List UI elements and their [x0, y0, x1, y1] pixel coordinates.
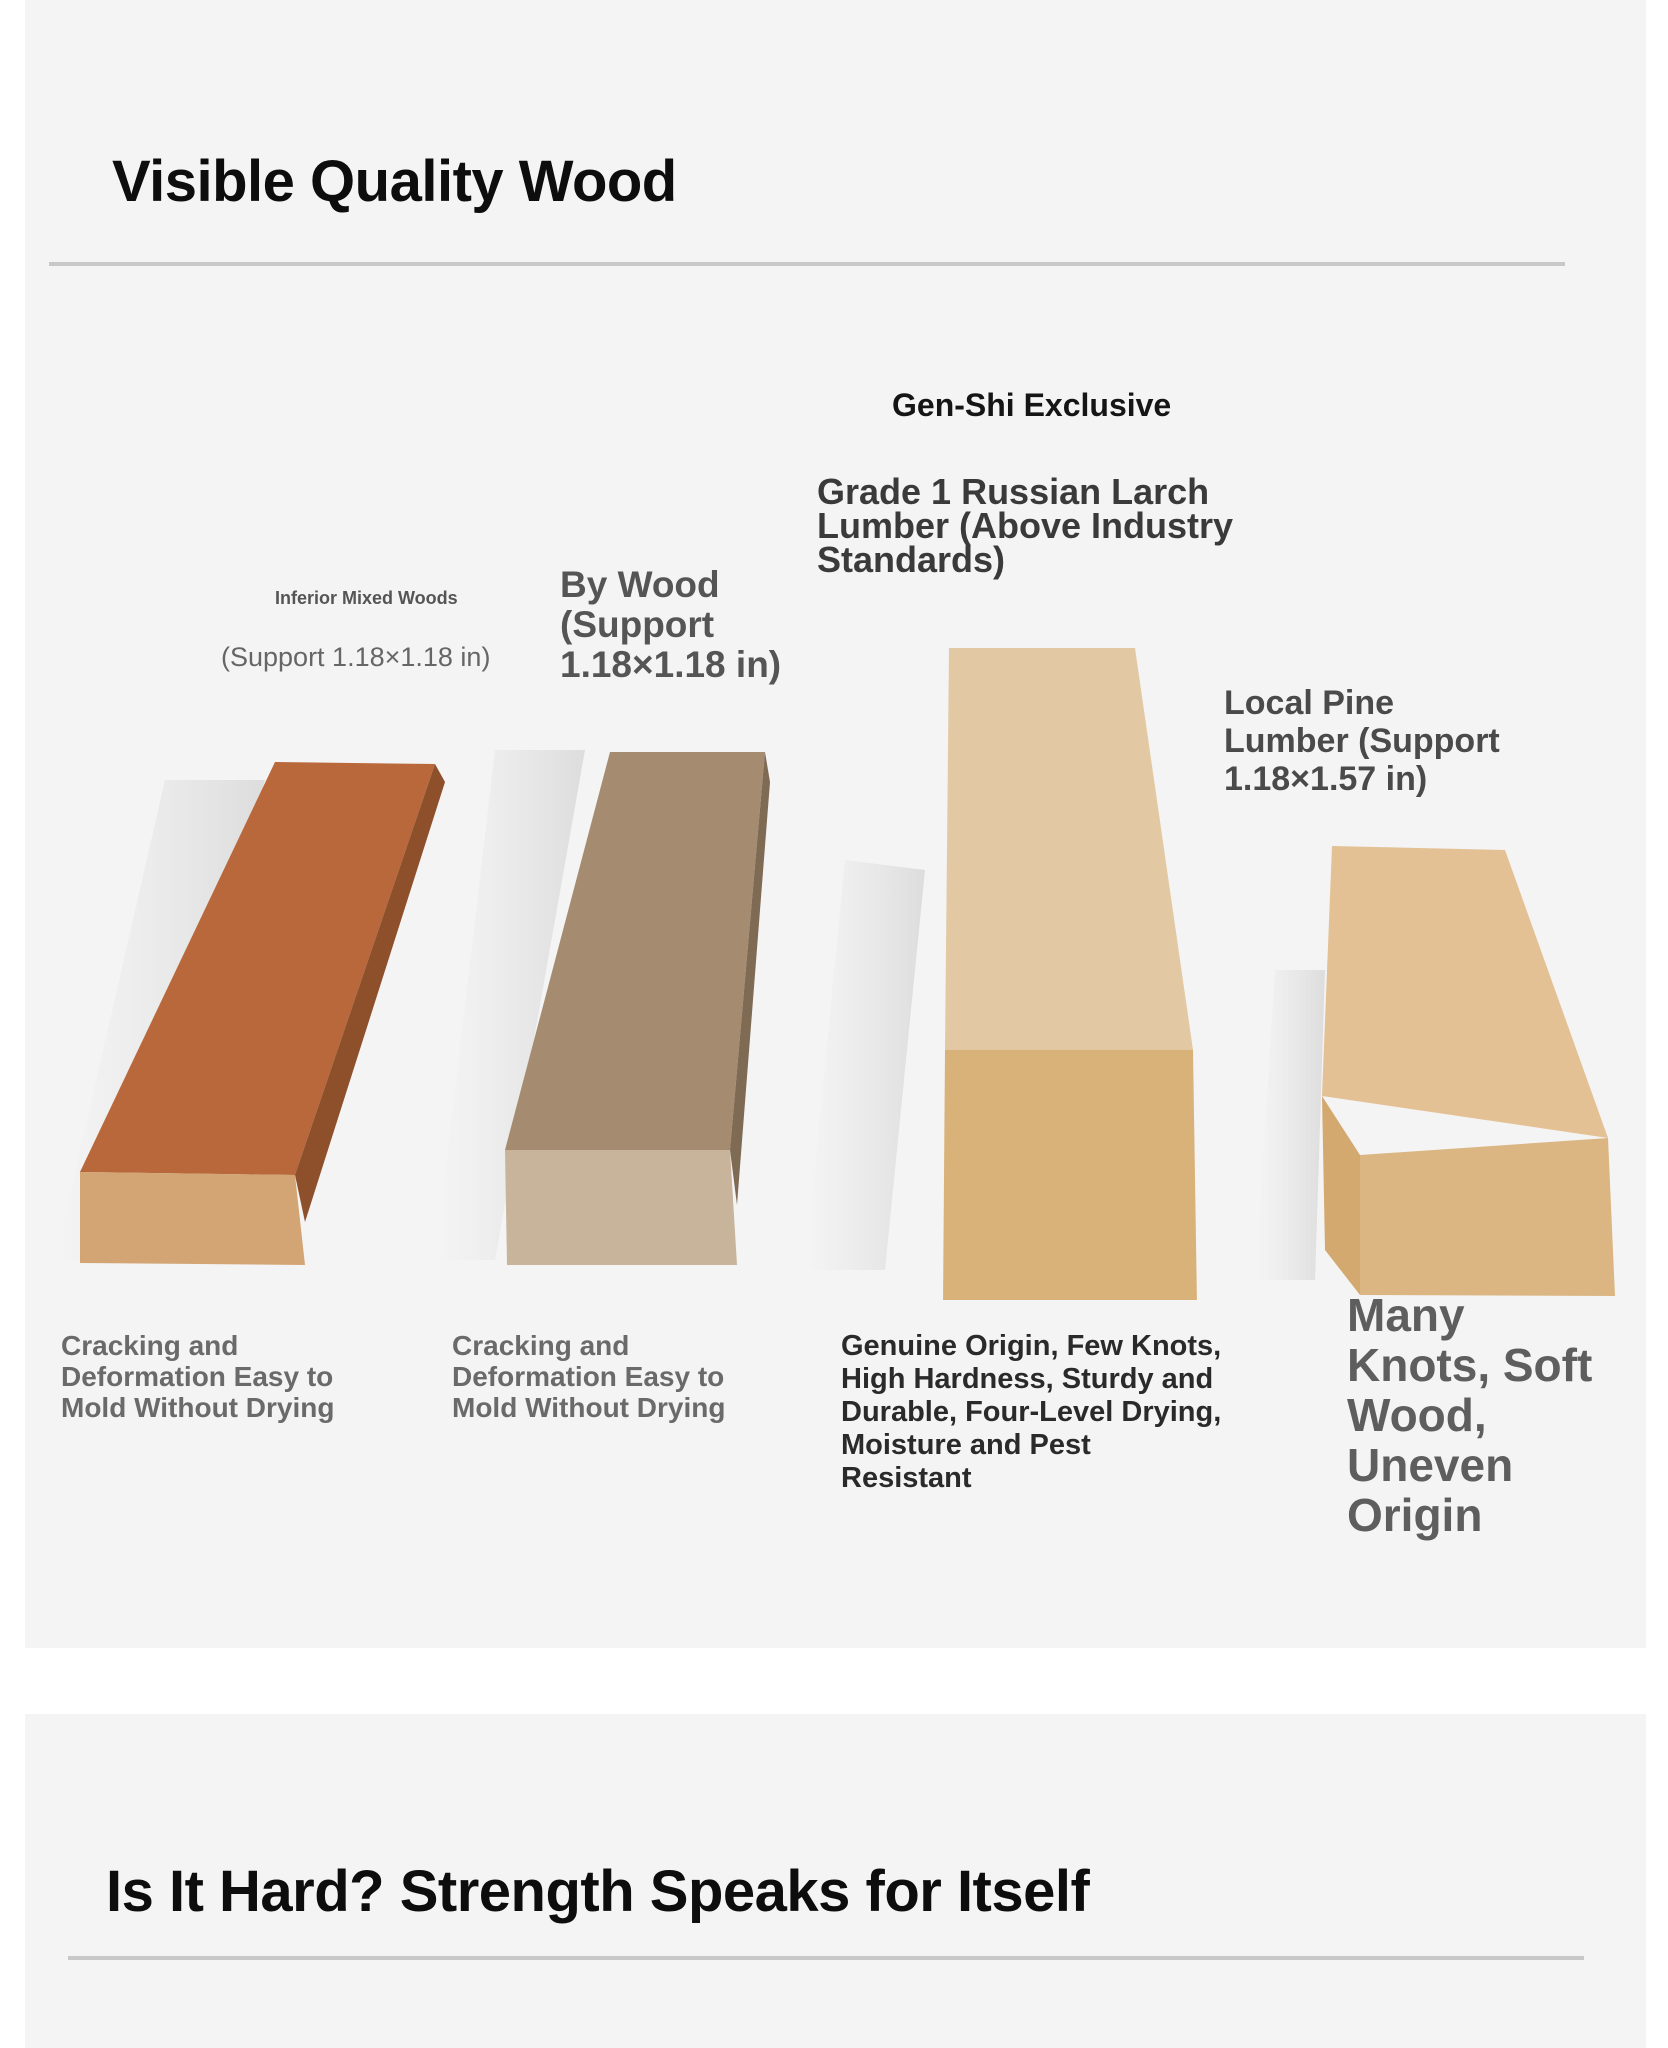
section-title-quality: Visible Quality Wood [112, 149, 677, 214]
larch-label: Grade 1 Russian Larch Lumber (Above Industry Standards) [817, 471, 1234, 580]
title-divider-2 [68, 1956, 1584, 1960]
exclusive-badge: Gen-Shi Exclusive [892, 387, 1172, 423]
inferior-wood-description: Cracking and Deformation Easy to Mold Without Drying [61, 1330, 335, 1423]
lumber-board-inferior [55, 762, 445, 1265]
by-wood-label: By Wood (Support 1.18×1.18 in) [560, 564, 782, 685]
pine-label: Local Pine Lumber (Support 1.18×1.57 in) [1224, 684, 1500, 798]
by-wood-description: Cracking and Deformation Easy to Mold Without Drying [452, 1330, 726, 1423]
inferior-wood-support: (Support 1.18×1.18 in) [221, 642, 491, 672]
inferior-wood-label: Inferior Mixed Woods [275, 588, 458, 608]
lumber-board-pine [1255, 846, 1615, 1296]
pine-description: Many Knots, Soft Wood, Uneven Origin [1347, 1289, 1593, 1541]
section-title-strength: Is It Hard? Strength Speaks for Itself [106, 1859, 1090, 1924]
lumber-comparison-image [25, 560, 1646, 1300]
larch-description: Genuine Origin, Few Knots, High Hardness, Sturdy and Durable, Four-Level Drying, Moisture and Pest Resistant [841, 1330, 1222, 1494]
lumber-board-larch [805, 648, 1197, 1300]
title-divider [49, 262, 1565, 266]
lumber-board-by-wood [435, 750, 770, 1265]
